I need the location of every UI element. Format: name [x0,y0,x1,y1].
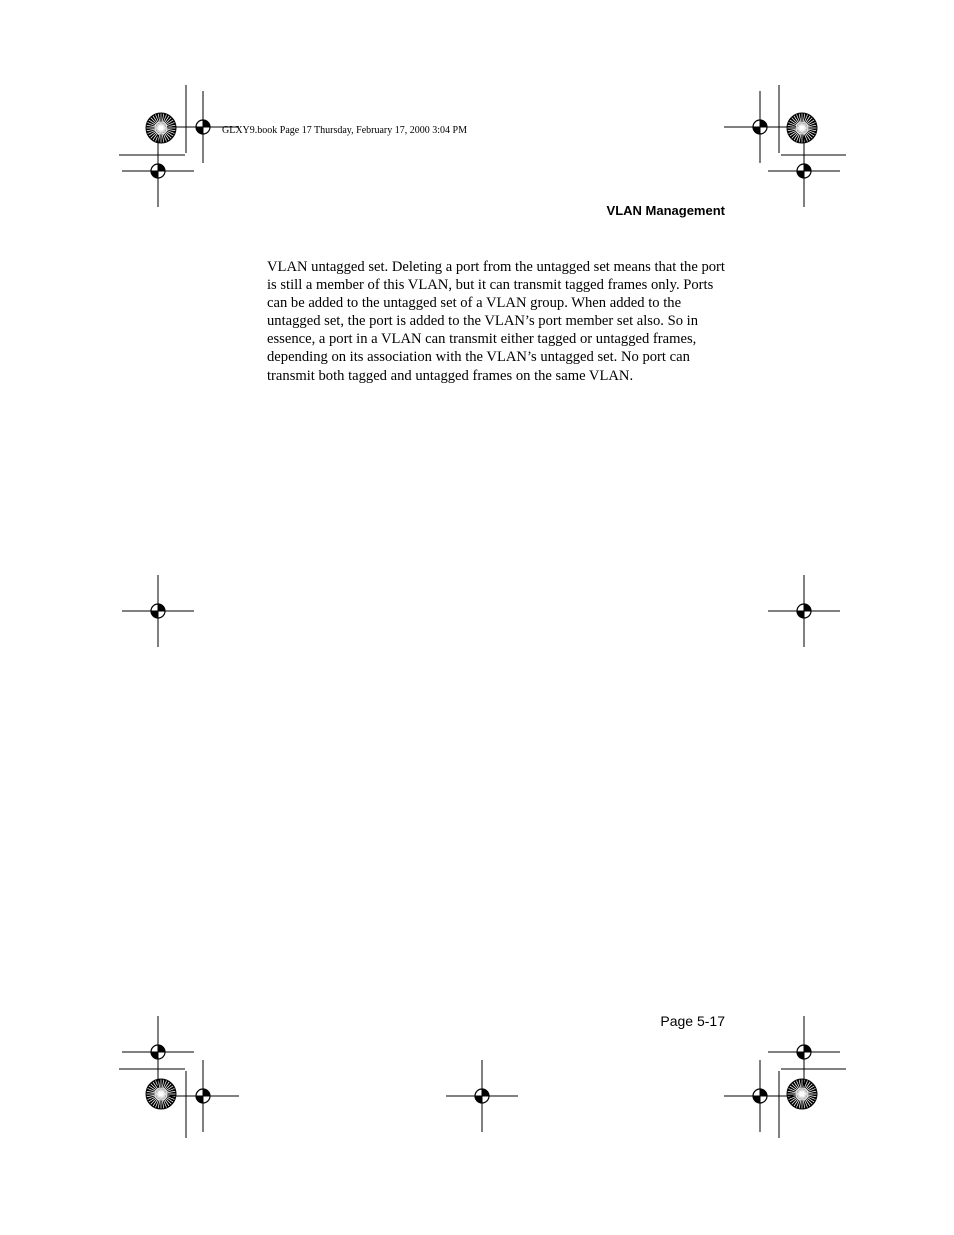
registration-mark-icon [446,1060,518,1132]
book-slug-line: GLXY9.book Page 17 Thursday, February 17, 2000 3:04 PM [222,125,467,136]
starburst-target-icon [787,113,817,143]
body-line: can be added to the untagged set of a VLAN group. When added to the [267,295,682,312]
body-line: depending on its association with the VLAN’s untagged set. No port can [267,349,690,366]
starburst-target-icon [787,1079,817,1109]
body-line: essence, a port in a VLAN can transmit either tagged or untagged frames, [267,331,697,348]
crop-mark-icon [119,85,846,1138]
starburst-target-icon [146,1079,176,1109]
registration-mark-icon [122,1016,194,1088]
starburst-target-icon [146,113,176,143]
registration-mark-icon [122,135,194,207]
registration-mark-icon [122,575,194,647]
body-line: transmit both tagged and untagged frames on the same VLAN. [267,367,634,384]
page-number: Page 5-17 [660,1013,725,1029]
body-line: VLAN untagged set. Deleting a port from the untagged set means that the port [267,259,725,275]
registration-mark-icon [724,1060,796,1132]
registration-mark-icon [167,1060,239,1132]
body-line: is still a member of this VLAN, but it can transmit tagged frames only. Ports [267,277,714,294]
registration-mark-icon [724,91,796,163]
body-line: untagged set, the port is added to the VLAN’s port member set also. So in [267,313,698,330]
running-head: VLAN Management [606,203,725,218]
body-paragraph [267,258,737,385]
registration-mark-icon [768,575,840,647]
